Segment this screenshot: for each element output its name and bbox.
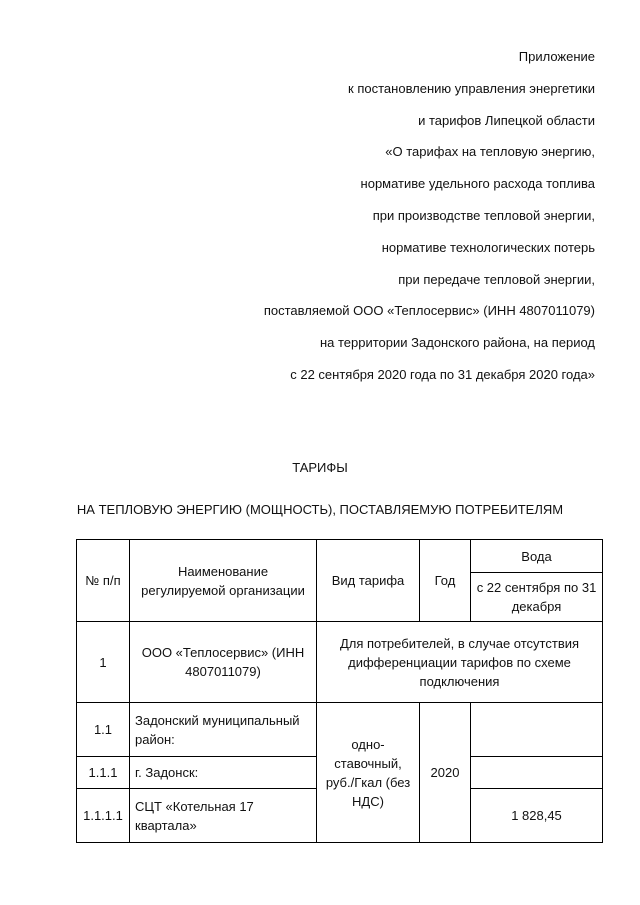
tariffs-table <box>76 539 603 843</box>
tariff-type-cell: одно-ставочный, руб./Гкал (без НДС) <box>317 703 420 843</box>
row-org-cell: ООО «Теплосервис» (ИНН 4807011079) <box>130 622 317 703</box>
header-line: и тарифов Липецкой области <box>418 112 595 128</box>
header-line: нормативе технологических потерь <box>381 239 595 255</box>
document-title: ТАРИФЫ <box>292 460 348 475</box>
table-row <box>77 703 603 757</box>
row-name-cell: Задонский муниципальный район: <box>130 703 317 757</box>
header-line: «О тарифах на тепловую энергию, <box>385 144 595 160</box>
header-num-cell: № п/п <box>77 540 130 622</box>
value-cell: 1 828,45 <box>471 789 603 843</box>
row-num-cell: 1.1.1 <box>77 757 130 789</box>
header-line: на территории Задонского района, на период <box>319 335 595 351</box>
table-header-row <box>77 540 603 573</box>
header-line: Приложение <box>518 49 595 64</box>
header-line: с 22 сентября 2020 года по 31 декабря 2020 года» <box>290 366 595 382</box>
row-note-cell: Для потребителей, в случае отсутствия дифференциации тарифов по схеме подключения <box>317 622 603 703</box>
header-org-cell: Наименование регулируемой организации <box>130 540 317 622</box>
document-header <box>264 41 595 391</box>
document-subtitle: НА ТЕПЛОВУЮ ЭНЕРГИЮ (МОЩНОСТЬ), ПОСТАВЛЯЕМУЮ ПОТРЕБИТЕЛЯМ <box>76 502 564 517</box>
header-line: при передаче тепловой энергии, <box>398 271 595 287</box>
table-row <box>77 622 603 703</box>
row-num-cell: 1.1.1.1 <box>77 789 130 843</box>
header-line: при производстве тепловой энергии, <box>372 207 595 223</box>
row-name-cell: СЦТ «Котельная 17 квартала» <box>130 789 317 843</box>
header-year-cell: Год <box>420 540 471 622</box>
row-name-cell: г. Задонск: <box>130 757 317 789</box>
value-cell <box>471 757 603 789</box>
row-num-cell: 1.1 <box>77 703 130 757</box>
header-line: нормативе удельного расхода топлива <box>360 176 595 192</box>
header-line: к постановлению управления энергетики <box>348 80 595 96</box>
value-cell <box>471 703 603 757</box>
row-num-cell: 1 <box>77 622 130 703</box>
header-type-cell: Вид тарифа <box>317 540 420 622</box>
year-cell: 2020 <box>420 703 471 843</box>
header-period-cell: с 22 сентября по 31 декабря <box>471 573 603 622</box>
header-line: поставляемой ООО «Теплосервис» (ИНН 4807011079) <box>263 303 595 319</box>
header-water-cell: Вода <box>471 540 603 573</box>
